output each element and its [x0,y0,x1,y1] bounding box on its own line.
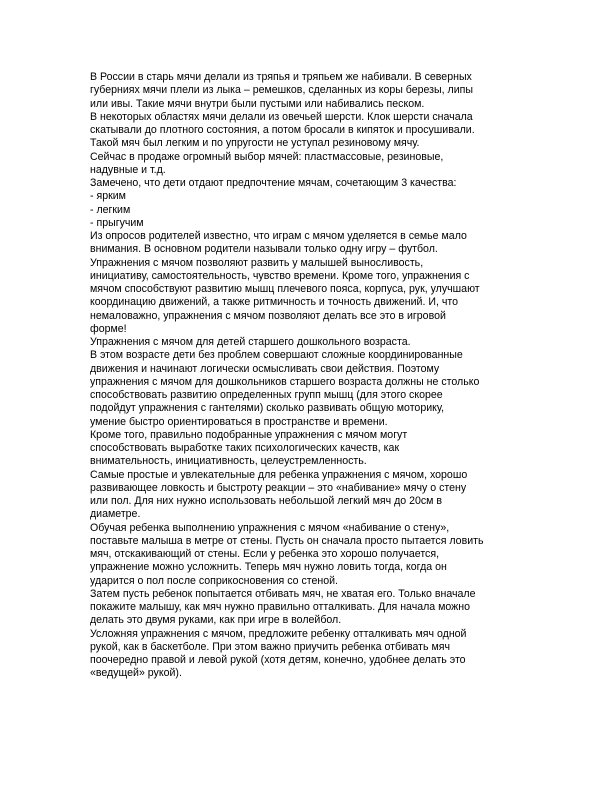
text-line: подойдут упражнения с гантелями) сколько развивать общую моторику, [90,402,445,415]
text-line: развивающее ловкость и быстроту реакции – это «набивание» мячу о стену [90,481,467,494]
text-line: Самые простые и увлекательные для ребенка упражнения с мячом, хорошо [90,468,468,481]
text-line: Усложняя упражнения с мячом, предложите ребенку отталкивать мяч одной [90,627,467,640]
text-line: - прыгучим [90,216,144,229]
text-line: умение быстро ориентироваться в пространстве и времени. [90,415,388,428]
text-line: Кроме того, правильно подобранные упражнения с мячом могут [90,428,408,441]
text-line: «ведущей» рукой). [90,667,182,680]
text-line: делать это двумя руками, как при игре в волейбол. [90,614,342,627]
text-line: или пол. Для них нужно использовать небольшой легкий мяч до 20см в [90,495,443,507]
text-line: В России в старь мячи делали из тряпья и тряпьем же набивали. В северных [90,71,472,83]
text-line: или ивы. Такие мячи внутри были пустыми или набивались песком. [90,97,425,110]
text-line: надувные и т.д. [90,163,166,176]
text-line: - ярким [90,190,126,203]
text-line: ударится о пол после соприкосновения со стеной. [90,574,338,587]
text-line: немаловажно, упражнения с мячом позволяют делать все это в игровой [90,309,446,322]
text-line: Сейчас в продаже огромный выбор мячей: пластмассовые, резиновые, [90,150,444,163]
text-line: инициативу, самостоятельность, чувство времени. Кроме того, упражнения с [90,269,470,282]
text-line: поставьте малыша в метре от стены. Пусть он сначала просто пытается ловить [90,534,484,547]
text-line: способствовать развитию определенных групп мышц (для этого скорее [90,389,443,401]
text-line: способствовать выработке таких психологических качеств, как [90,442,400,454]
text-line: мячом способствуют развитию мышц плечевого пояса, корпуса, рук, улучшают [90,283,480,295]
text-line: движения и начинают логически осмысливать свои действия. Поэтому [90,362,440,375]
text-line: В некоторых областях мячи делали из овечьей шерсти. Клок шерсти сначала [90,110,473,123]
text-line: Упражнения с мячом позволяют развить у малышей выносливость, [90,256,424,269]
text-line: внимания. В основном родители называли только одну игру – футбол. [90,243,438,256]
text-line: диаметре. [90,508,141,521]
text-line: Обучая ребенка выполнению упражнения с мячом «набивание о стену», [90,521,450,534]
text-line: мяч, отскакивающий от стены. Если у ребенка это хорошо получается, [90,548,440,560]
text-line: поочередно правой и левой рукой (хотя детям, конечно, удобнее делать это [90,654,466,666]
text-line: упражнения с мячом для дошкольников старшего возраста должны не столько [90,375,480,388]
text-line: координацию движений, а также ритмичность и точность движений. И, что [90,296,458,309]
text-line: - легким [90,203,131,216]
text-line: Затем пусть ребенок попытается отбивать мяч, не хватая его. Только вначале [90,587,476,600]
text-line: форме! [90,322,127,335]
text-line: рукой, как в баскетболе. При этом важно приучить ребенка отбивать мяч [90,640,451,653]
text-line: Такой мяч был легким и по упругости не уступал резиновому мячу. [90,137,420,150]
text-line: губерниях мячи плели из лыка – ремешков, сделанных из коры березы, липы [90,84,473,97]
document-body [90,71,522,681]
text-line: внимательность, инициативность, целеустремленность. [90,455,367,468]
text-line: скатывали до плотного состояния, а потом бросали в кипяток и просушивали. [90,124,475,136]
text-line: Упражнения с мячом для детей старшего дошкольного возраста. [90,336,411,348]
text-line: покажите малышу, как мяч нужно правильно отталкивать. Для начала можно [90,601,471,613]
text-line: Замечено, что дети отдают предпочтение мячам, сочетающим 3 качества: [90,177,457,189]
text-line: В этом возрасте дети без проблем совершают сложные координированные [90,349,463,362]
text-line: Из опросов родителей известно, что играм с мячом уделяется в семье мало [90,230,467,242]
text-line: упражнение можно усложнить. Теперь мяч нужно ловить тогда, когда он [90,561,447,574]
